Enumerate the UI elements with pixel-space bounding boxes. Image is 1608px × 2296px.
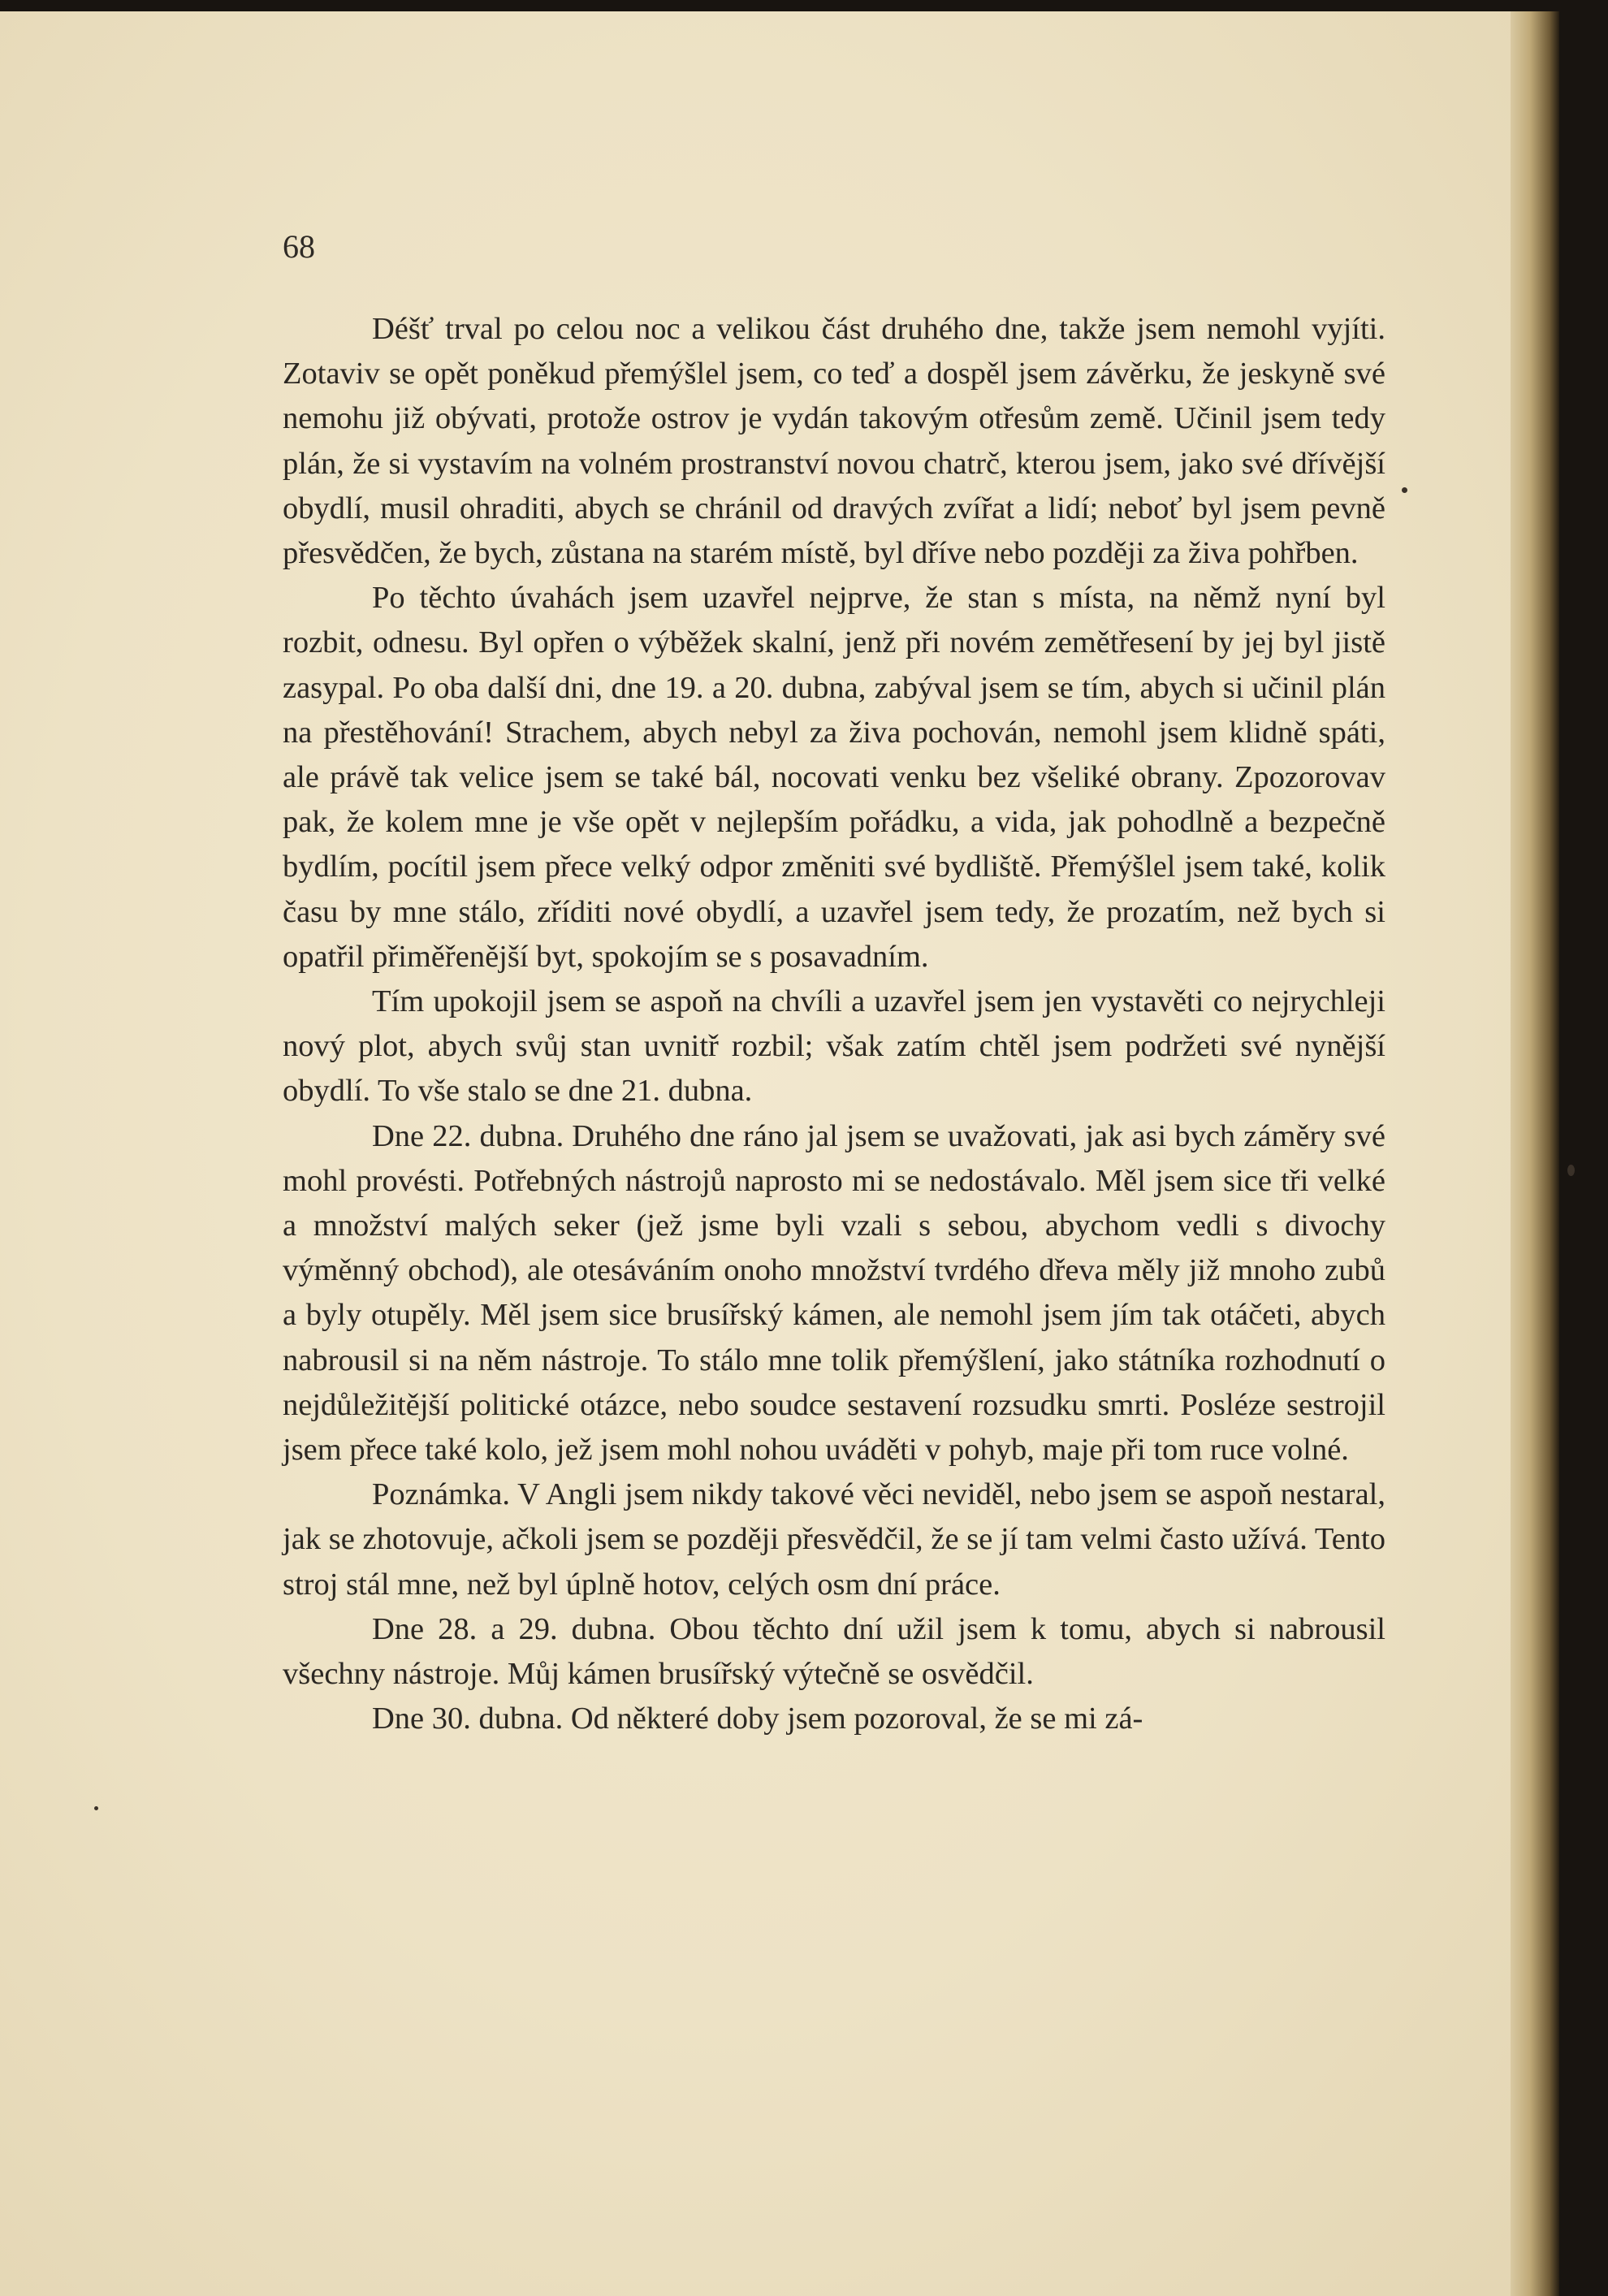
page-speck bbox=[94, 1806, 98, 1810]
paragraph: Dne 30. dubna. Od některé doby jsem pozoroval, že se mi zá- bbox=[372, 1701, 1143, 1736]
paragraph: Tím upokojil jsem se aspoň na chvíli a uzavřel jsem jen vystavěti co nejrychleji nový plot, abych svůj stan uvnitř rozbil; však zatím chtěl jsem podržeti své nynější obydlí. To vše stalo se dne 21. dubna. bbox=[283, 984, 1385, 1109]
paragraph: Dne 28. a 29. dubna. Obou těchto dní užil jsem k tomu, abych si nabrousil všechny nástroje. Můj kámen brusířský výtečně se osvědčil. bbox=[283, 1611, 1385, 1692]
book-spine bbox=[1511, 11, 1559, 2296]
paragraph: Po těchto úvahách jsem uzavřel nejprve, že stan s místa, na němž nyní byl rozbit, odnesu. Byl opřen o výběžek skalní, jenž při novém zemětřesení by jej byl jistě zasypal. Po oba další dni, dne 19. a 20. dubna, zabýval jsem se tím, abych si učinil plán na přestěhování! Strachem, abych nebyl za živa pochován, nemohl jsem klidně spáti, ale právě tak velice jsem se také bál, nocovati venku bez všeliké obrany. Zpozorovav pak, že kolem mne je vše opět v nejlepším pořádku, a vida, jak pohodlně a bezpečně bydlím, pocítil jsem přece velký odpor změniti své bydliště. Přemýšlel jsem také, kolik času by mne stálo, zříditi nové obydlí, a uzavřel jsem tedy, že prozatím, než bych si opatřil přiměřenější byt, spokojím se s posavadním. bbox=[283, 581, 1385, 974]
body-text bbox=[283, 307, 1385, 1742]
paragraph: Déšť trval po celou noc a velikou část druhého dne, takže jsem nemohl vyjíti. Zotaviv se opět poněkud přemýšlel jsem, co teď a dospěl jsem závěrku, že jeskyně své nemohu již obývati, protože ostrov je vydán takovým otřesům země. Učinil jsem tedy plán, že si vystavím na volném prostranství novou chatrč, kterou jsem, jako své dřívější obydlí, musil ohraditi, abych se chránil od dravých zvířat a lidí; neboť byl jsem pevně přesvědčen, že bych, zůstana na starém místě, byl dříve nebo později za živa pohřben. bbox=[283, 312, 1385, 571]
paragraph: Poznámka. V Angli jsem nikdy takové věci neviděl, nebo jsem se aspoň nestaral, jak se zhotovuje, ačkoli jsem se později přesvědčil, že se jí tam velmi často užívá. Tento stroj stál mne, než byl úplně hotov, celých osm dní práce. bbox=[283, 1477, 1385, 1602]
book-page bbox=[0, 11, 1559, 2296]
page-number: 68 bbox=[283, 228, 315, 265]
paragraph: Dne 22. dubna. Druhého dne ráno jal jsem se uvažovati, jak asi bych záměry své mohl provésti. Potřebných nástrojů naprosto mi se nedostávalo. Měl jsem sice tři velké a množství malých seker (jež jsme byli vzali s sebou, abychom vedli s divochy výměnný obchod), ale otesáváním onoho množství tvrdého dřeva měly již mnoho zubů a byly otupěly. Měl jsem sice brusířský kámen, ale nemohl jsem jím tak otáčeti, abych nabrousil si na něm nástroje. To stálo mne tolik přemýšlení, jako státníka rozhodnutí o nejdůležitější politické otázce, nebo soudce sestavení rozsudku smrti. Posléze sestrojil jsem přece také kolo, jež jsem mohl nohou uváděti v pohyb, maje při tom ruce volné. bbox=[283, 1118, 1385, 1468]
page-speck bbox=[1402, 487, 1407, 493]
page-speck bbox=[1567, 1165, 1575, 1176]
